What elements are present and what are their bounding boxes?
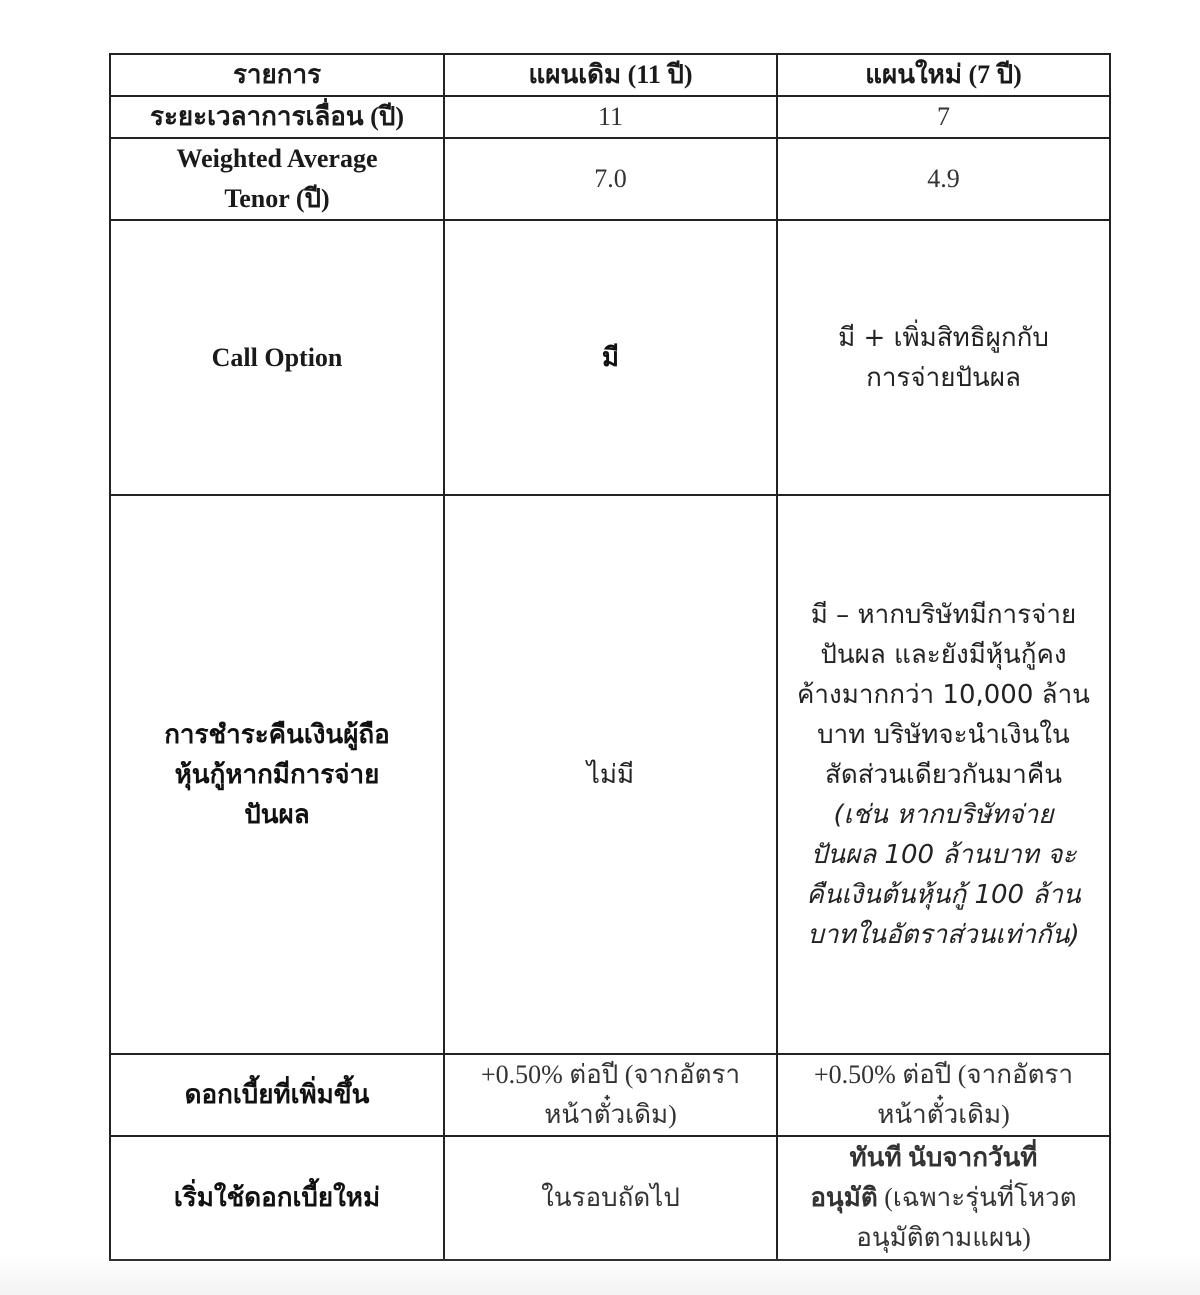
table-row bbox=[110, 220, 1110, 495]
row-label-line: การชำระคืนเงินผู้ถือ bbox=[164, 719, 390, 750]
old-plan-value: 7.0 bbox=[444, 138, 777, 220]
new-plan-value bbox=[777, 1054, 1110, 1136]
old-plan-value: ในรอบถัดไป bbox=[444, 1136, 777, 1260]
row-label-line: Tenor (ปี) bbox=[224, 184, 330, 213]
cell-line bbox=[784, 1178, 1103, 1218]
row-label-line: ปันผล bbox=[244, 799, 310, 830]
new-plan-value bbox=[777, 495, 1110, 1054]
row-label: ดอกเบี้ยที่เพิ่มขึ้น bbox=[110, 1054, 444, 1136]
header-old-plan: แผนเดิม (11 ปี) bbox=[444, 54, 777, 96]
cell-line: มี + เพิ่มสิทธิผูกกับ bbox=[838, 322, 1049, 353]
row-label-line: หุ้นกู้หากมีการจ่าย bbox=[174, 759, 380, 790]
cell-bold-fragment: อนุมัติ bbox=[810, 1183, 878, 1212]
row-label bbox=[110, 138, 444, 220]
row-label-line: Weighted Average bbox=[176, 144, 378, 173]
old-plan-value: 11 bbox=[444, 96, 777, 138]
cell-line: +0.50% ต่อปี (จากอัตรา bbox=[813, 1060, 1074, 1089]
table-row bbox=[110, 1054, 1110, 1136]
example-line: (เช่น หากบริษัทจ่าย bbox=[833, 799, 1054, 830]
cell-line: หน้าตั๋วเดิม) bbox=[544, 1100, 677, 1129]
cell-line: ปันผล และยังมีหุ้นกู้คง bbox=[820, 639, 1067, 670]
example-line: คืนเงินต้นหุ้นกู้ 100 ล้าน bbox=[806, 879, 1081, 910]
cell-line: +0.50% ต่อปี (จากอัตรา bbox=[480, 1060, 741, 1089]
cell-fragment: (เฉพาะรุ่นที่โหวต bbox=[877, 1183, 1077, 1212]
table-row bbox=[110, 138, 1110, 220]
cell-line-bold: ทันที นับจากวันที่ bbox=[849, 1143, 1038, 1172]
cell-line: อนุมัติตามแผน) bbox=[856, 1223, 1031, 1252]
old-plan-value: ไม่มี bbox=[444, 495, 777, 1054]
cell-line: การจ่ายปันผล bbox=[866, 362, 1021, 393]
cell-line: มี – หากบริษัทมีการจ่าย bbox=[810, 599, 1077, 630]
row-label bbox=[110, 495, 444, 1054]
table-row bbox=[110, 1136, 1110, 1260]
header-new-plan: แผนใหม่ (7 ปี) bbox=[777, 54, 1110, 96]
header-item: รายการ bbox=[110, 54, 444, 96]
new-plan-value bbox=[777, 1136, 1110, 1260]
cell-line: บาท บริษัทจะนำเงินใน bbox=[817, 719, 1070, 750]
cell-line: หน้าตั๋วเดิม) bbox=[877, 1100, 1010, 1129]
row-label: ระยะเวลาการเลื่อน (ปี) bbox=[110, 96, 444, 138]
table-row bbox=[110, 96, 1110, 138]
example-line: บาทในอัตราส่วนเท่ากัน) bbox=[807, 919, 1080, 950]
cell-line: ค้างมากกว่า 10,000 ล้าน bbox=[797, 679, 1090, 710]
old-plan-value: มี bbox=[444, 220, 777, 495]
example-line: ปันผล 100 ล้านบาท จะ bbox=[810, 839, 1077, 870]
table-header-row bbox=[110, 54, 1110, 96]
page-bottom-shadow bbox=[0, 1255, 1200, 1295]
new-plan-value: 4.9 bbox=[777, 138, 1110, 220]
old-plan-value bbox=[444, 1054, 777, 1136]
cell-line: สัดส่วนเดียวกันมาคืน bbox=[824, 759, 1063, 790]
table-row bbox=[110, 495, 1110, 1054]
row-label: เริ่มใช้ดอกเบี้ยใหม่ bbox=[110, 1136, 444, 1260]
new-plan-value bbox=[777, 220, 1110, 495]
row-label: Call Option bbox=[110, 220, 444, 495]
comparison-table bbox=[109, 53, 1111, 1261]
new-plan-value: 7 bbox=[777, 96, 1110, 138]
